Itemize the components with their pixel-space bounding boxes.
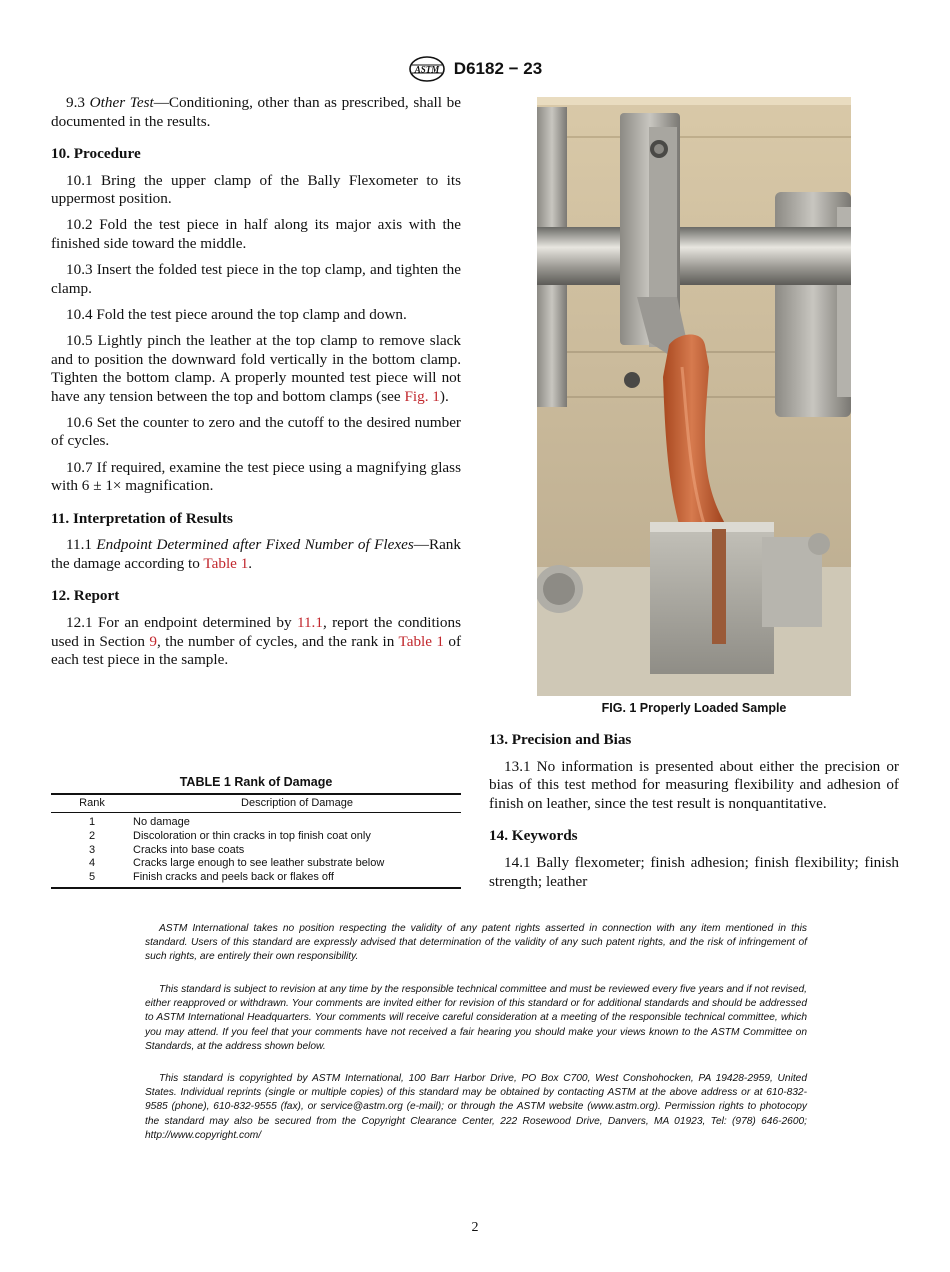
- rank-cell: 3: [88, 843, 96, 856]
- paragraph-10-2: 10.2 Fold the test piece in half along its major axis with the finished side toward the middle.: [51, 216, 461, 253]
- section-14-heading: 14. Keywords: [489, 827, 578, 845]
- paragraph-12-1: 12.1 For an endpoint determined by 11.1, report the conditions used in Section 9, the number of cycles, and the rank in Table 1 of each test piece in the sample.: [51, 614, 461, 669]
- logo-text: ASTM: [414, 64, 440, 75]
- copyright-notice: This standard is copyrighted by ASTM International, 100 Barr Harbor Drive, PO Box C700, West Conshohocken, PA 19428-2959, United States. Individual reprints (single or multiple copies) of this standard may be obtained by contacting ASTM at the above address or at 610-832-9585 (phone), 610-832-9555 (fax), or service@astm.org (e-mail); or through the ASTM website (www.astm.org). Permission rights to photocopy the standard may also be secured from the Copyright Clearance Center, 222 Rosewood Drive, Danvers, MA 01923, Tel: (978) 646-2600; http://www.copyright.com/: [145, 1073, 807, 1141]
- paragraph-13-1: 13.1 No information is presented about either the precision or bias of this test method for measuring flexibility and adhesion of finish on leather, since the test result is nonquantitative.: [489, 757, 899, 812]
- page-header: [0, 56, 950, 82]
- rank-cell: 2: [88, 829, 96, 842]
- description-cell: Discoloration or thin cracks in top finish coat only: [133, 829, 371, 842]
- astm-logo-icon: [408, 56, 446, 82]
- table-title: TABLE 1 Rank of Damage: [179, 775, 333, 789]
- figure-1-photo: [537, 97, 851, 696]
- paragraph-10-3: 10.3 Insert the folded test piece in the top clamp, and tighten the clamp.: [51, 261, 461, 297]
- paragraph-10-1: 10.1 Bring the upper clamp of the Bally Flexometer to its uppermost position.: [51, 171, 461, 208]
- section-11-1-link[interactable]: 11.1: [296, 614, 323, 632]
- table-1-link[interactable]: Table 1: [203, 554, 249, 572]
- section-13-heading: 13. Precision and Bias: [489, 731, 632, 748]
- page-number: 2: [471, 1220, 479, 1235]
- section-10-heading: 10. Procedure: [51, 145, 141, 163]
- patent-notice: ASTM International takes no position respecting the validity of any patent rights asserted in connection with any item mentioned in this standard. Users of this standard are expressly advised that determination of the validity of any such patent rights, and the risk of infringement of such rights, are entirely their own responsibility.: [145, 923, 807, 963]
- paragraph-9-3: 9.3 Other Test—Conditioning, other than as prescribed, shall be documented in the results.: [51, 94, 462, 130]
- description-cell: No damage: [133, 816, 190, 828]
- table-row: [51, 844, 461, 858]
- rank-table: [51, 793, 461, 889]
- table-1-link[interactable]: Table 1: [398, 632, 444, 650]
- flexometer-photo-image: [537, 97, 851, 696]
- figure-caption: FIG. 1 Properly Loaded Sample: [601, 701, 787, 715]
- left-column: [51, 94, 461, 677]
- section-12-heading: 12. Report: [51, 587, 120, 605]
- paragraph-10-6: 10.6 Set the counter to zero and the cutoff to the desired number of cycles.: [51, 413, 461, 450]
- paragraph-10-7: 10.7 If required, examine the test piece using a magnifying glass with 6 ± 1× magnification.: [51, 458, 461, 495]
- revision-notice: This standard is subject to revision at any time by the responsible technical committee and must be reviewed every five years and if not revised, either reapproved or withdrawn. Your comments are invited either for revision of this standard or for additional standards and should be addressed to ASTM International Headquarters. Your comments will receive careful consideration at a meeting of the responsible technical committee, which you may attend. If you feel that your comments have not received a fair hearing you should make your views known to the ASTM Committee on Standards, at the address shown below.: [145, 984, 807, 1052]
- rank-cell: 1: [88, 816, 96, 828]
- paragraph-11-1: 11.1 Endpoint Determined after Fixed Number of Flexes—Rank the damage according to Table 1.: [51, 536, 461, 572]
- fig-1-link[interactable]: Fig. 1: [404, 387, 440, 405]
- table-row: [51, 857, 461, 871]
- table-1: [51, 775, 461, 889]
- paragraph-10-4: 10.4 Fold the test piece around the top clamp and down.: [66, 305, 407, 323]
- rank-cell: 5: [51, 871, 133, 888]
- right-column: [489, 731, 899, 899]
- table-row: [51, 830, 461, 844]
- description-cell: Cracks into base coats: [133, 843, 245, 856]
- table-row: [51, 813, 461, 830]
- rank-cell: 4: [88, 857, 96, 870]
- paragraph-14-1: 14.1 Bally flexometer; finish adhesion; finish flexibility; finish strength; leather: [489, 853, 899, 890]
- section-11-heading: 11. Interpretation of Results: [51, 509, 233, 527]
- description-cell: Cracks large enough to see leather substrate below: [133, 857, 385, 870]
- table-row: [51, 871, 461, 888]
- column-header-rank: Rank: [51, 794, 133, 813]
- description-cell: Finish cracks and peels back or flakes off: [133, 871, 461, 888]
- section-9-link[interactable]: 9: [149, 632, 157, 650]
- standard-number: D6182 − 23: [453, 59, 543, 78]
- paragraph-10-5: 10.5 Lightly pinch the leather at the top clamp to remove slack and to position the downward fold vertically in the bottom clamp. Tighten the bottom clamp. A properly mounted test piece will not have any tension between the top and bottom clamps (see Fig. 1).: [51, 331, 461, 405]
- column-header-description: Description of Damage: [133, 794, 461, 813]
